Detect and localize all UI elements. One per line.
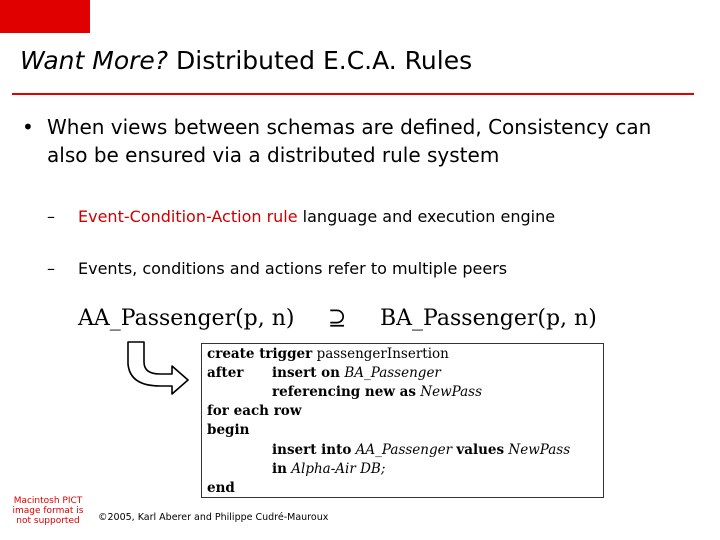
title-divider (12, 93, 694, 95)
sub-item-rest: language and execution engine (297, 207, 556, 226)
sub-item-text (78, 258, 678, 280)
code-keyword: values (456, 442, 505, 458)
pict-unsupported-notice: Macintosh PICT image format is not supported (12, 496, 84, 526)
sub-item-dash: – (47, 259, 55, 278)
code-line (207, 365, 244, 381)
sub-item-text (78, 206, 678, 228)
formula-symbol: ⊇ (328, 306, 347, 331)
code-keyword: insert on (272, 365, 341, 381)
code-line (207, 422, 249, 438)
slide-title (20, 46, 472, 75)
code-keyword: create trigger (207, 346, 313, 362)
formula-right: BA_Passenger(p, n) (380, 306, 597, 331)
code-line (207, 403, 301, 419)
code-keyword: for each row (207, 403, 302, 419)
title-rest: Distributed E.C.A. Rules (176, 46, 473, 75)
code-line (207, 346, 449, 362)
title-italic: Want More? (20, 46, 169, 75)
code-variable: NewPass (420, 384, 483, 400)
formula-left: AA_Passenger(p, n) (78, 306, 295, 331)
code-keyword: end (207, 480, 235, 496)
code-line (272, 365, 441, 381)
code-keyword: begin (207, 422, 250, 438)
code-table: BA_Passenger (344, 365, 441, 381)
code-line (207, 480, 235, 496)
code-table: AA_Passenger (355, 442, 453, 458)
code-line (272, 461, 385, 477)
code-identifier: passengerInsertion (316, 346, 449, 362)
curved-arrow-icon (120, 338, 200, 400)
trigger-code-box (201, 343, 604, 498)
sub-item-rest: Events, conditions and actions refer to multiple peers (78, 259, 508, 278)
sub-item-dash: – (47, 207, 55, 226)
red-corner-block (0, 0, 90, 33)
sub-item-highlight: Event-Condition-Action rule (78, 207, 298, 226)
code-line (272, 442, 570, 458)
bullet-symbol: • (22, 115, 34, 139)
inclusion-formula (78, 306, 618, 336)
code-keyword: after (207, 365, 244, 381)
code-variable: NewPass (508, 442, 571, 458)
code-line (272, 384, 482, 400)
bullet-text: When views between schemas are defined, Consistency can also be ensured via a distributed rule system (47, 115, 652, 167)
code-database: Alpha-Air DB; (291, 461, 386, 477)
code-keyword: insert into (272, 442, 352, 458)
copyright-footer: ©2005, Karl Aberer and Philippe Cudré-Mauroux (98, 512, 329, 523)
code-keyword: in (272, 461, 287, 477)
code-keyword: referencing new as (272, 384, 416, 400)
